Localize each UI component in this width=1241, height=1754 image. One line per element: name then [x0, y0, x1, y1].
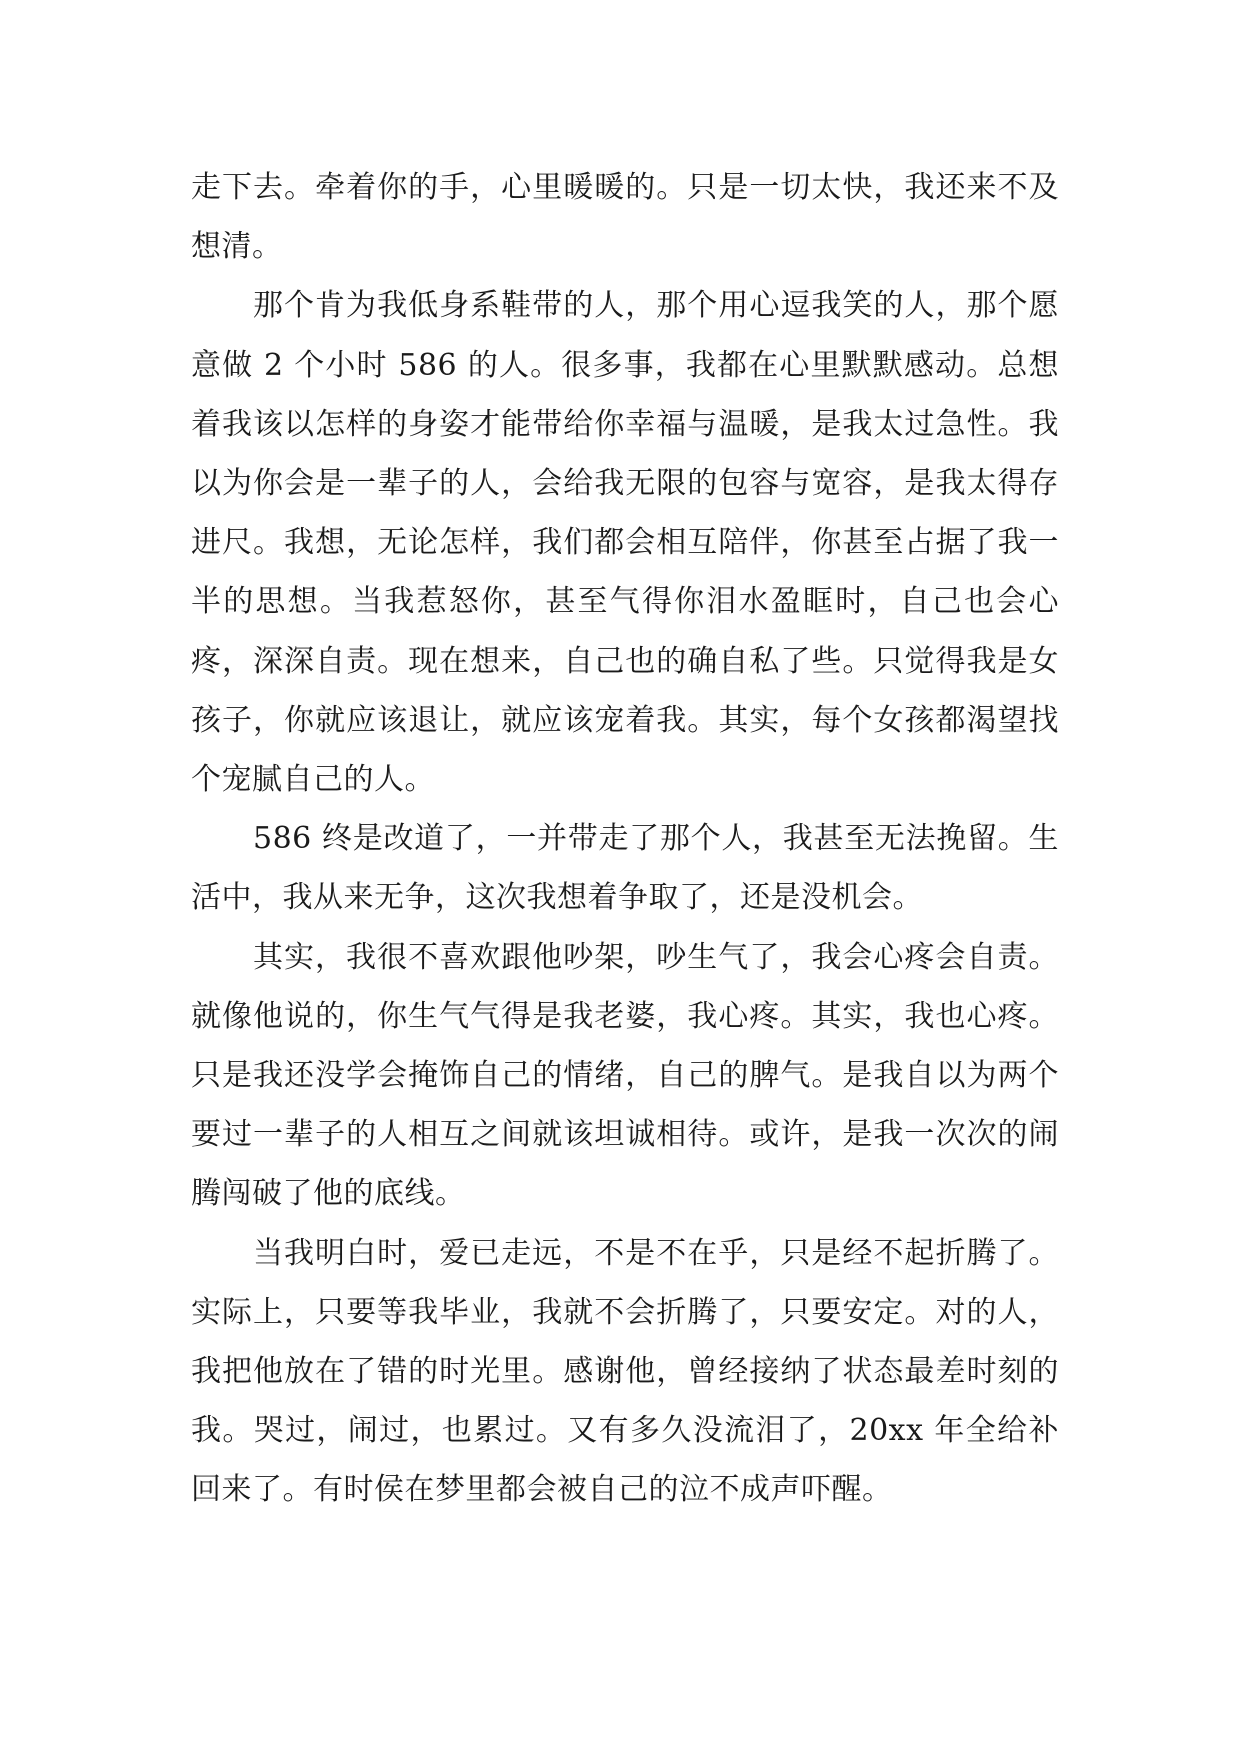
paragraph-5: 当我明白时，爱已走远，不是不在乎，只是经不起折腾了。实际上，只要等我毕业，我就不会折腾了，只要安定。对的人，我把他放在了错的时光里。感谢他，曾经接纳了状态最差时刻的我。哭过，闹过，也累过。又有多久没流泪了，20xx 年全给补回来了。有时侯在梦里都会被自己的泣不成声吓醒。: [191, 1235, 1059, 1508]
paragraph-3: 586 终是改道了，一并带走了那个人，我甚至无法挽留。生活中，我从来无争，这次我想着争取了，还是没机会。: [191, 821, 1059, 916]
paragraph-2: 那个肯为我低身系鞋带的人，那个用心逗我笑的人，那个愿意做 2 个小时 586 的人。很多事，我都在心里默默感动。总想着我该以怎样的身姿才能带给你幸福与温暖，是我太过急性。我以为你会是一辈子的人，会给我无限的包容与宽容，是我太得存进尺。我想，无论怎样，我们都会相互陪伴，你甚至占据了我一半的思想。当我惹怒你，甚至气得你泪水盈眶时，自己也会心疼，深深自责。现在想来，自己也的确自私了些。只觉得我是女孩子，你就应该退让，就应该宠着我。其实，每个女孩都渴望找个宠腻自己的人。: [191, 288, 1059, 798]
paragraph-1: 走下去。牵着你的手，心里暖暖的。只是一切太快，我还来不及想清。: [191, 170, 1059, 265]
paragraph-4: 其实，我很不喜欢跟他吵架，吵生气了，我会心疼会自责。就像他说的，你生气气得是我老婆，我心疼。其实，我也心疼。只是我还没学会掩饰自己的情绪，自己的脾气。是我自以为两个要过一辈子的人相互之间就该坦诚相待。或许，是我一次次的闹腾闯破了他的底线。: [191, 939, 1059, 1212]
body-text: [191, 158, 1059, 1520]
